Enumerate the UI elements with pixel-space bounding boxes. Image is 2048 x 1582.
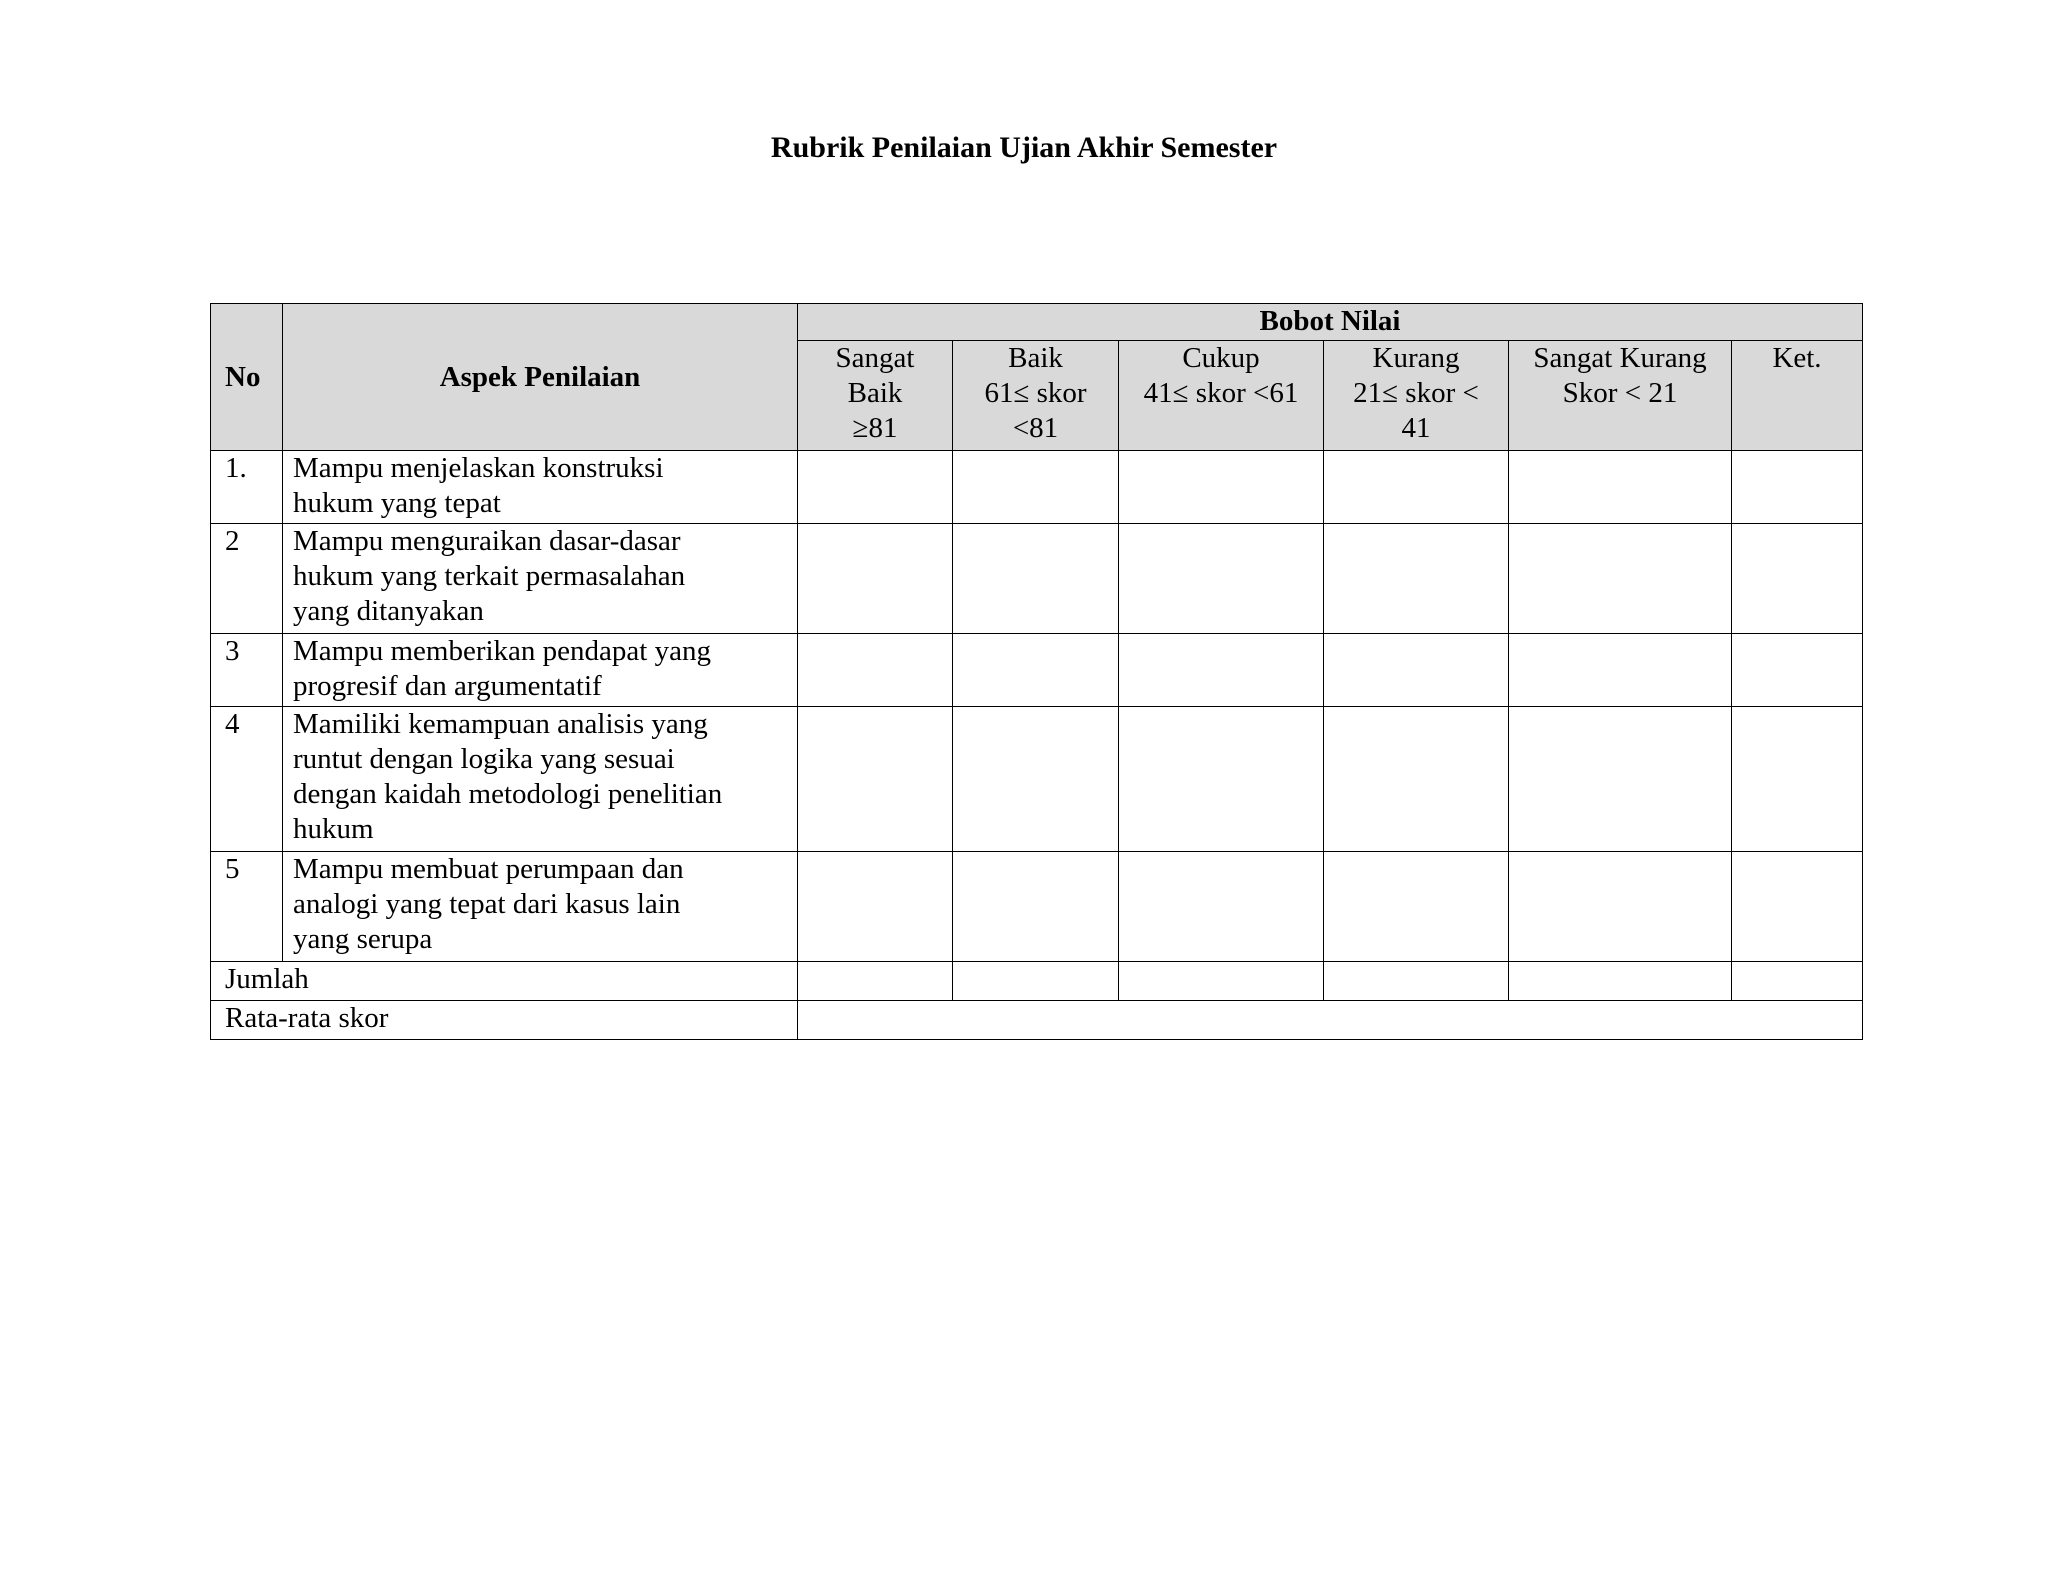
aspect-line: hukum yang tepat bbox=[293, 487, 501, 519]
aspect-line: hukum yang terkait permasalahan bbox=[293, 560, 686, 592]
header-level-line: ≥81 bbox=[852, 412, 898, 444]
table-row bbox=[211, 634, 1863, 707]
aspect-line: yang ditanyakan bbox=[293, 595, 484, 627]
page-title: Rubrik Penilaian Ujian Akhir Semester bbox=[770, 131, 1278, 164]
ket-cell[interactable] bbox=[1732, 707, 1863, 852]
average-label: Rata-rata skor bbox=[211, 1001, 798, 1040]
score-cell[interactable] bbox=[1324, 524, 1509, 634]
score-cell[interactable] bbox=[798, 852, 953, 962]
header-level-kurang bbox=[1324, 341, 1509, 451]
score-cell[interactable] bbox=[1509, 707, 1732, 852]
ket-cell[interactable] bbox=[1732, 524, 1863, 634]
score-cell[interactable] bbox=[798, 524, 953, 634]
row-aspect bbox=[283, 634, 798, 707]
aspect-line: dengan kaidah metodologi penelitian bbox=[293, 778, 723, 810]
header-level-baik bbox=[953, 341, 1119, 451]
aspect-line: Mampu menjelaskan konstruksi bbox=[293, 452, 664, 484]
score-cell[interactable] bbox=[798, 707, 953, 852]
score-cell[interactable] bbox=[953, 634, 1119, 707]
header-level-line: Sangat Kurang bbox=[1533, 342, 1707, 374]
table-row bbox=[211, 451, 1863, 524]
total-row bbox=[211, 962, 1863, 1001]
header-level-sangat-baik bbox=[798, 341, 953, 451]
row-aspect bbox=[283, 524, 798, 634]
header-level-line: Baik bbox=[1008, 342, 1063, 374]
score-cell[interactable] bbox=[1119, 524, 1324, 634]
table-row bbox=[211, 707, 1863, 852]
header-level-line: <81 bbox=[1012, 412, 1059, 444]
total-cell[interactable] bbox=[1324, 962, 1509, 1001]
row-number: 1. bbox=[211, 451, 283, 524]
ket-cell[interactable] bbox=[1732, 852, 1863, 962]
header-level-ket bbox=[1732, 341, 1863, 451]
row-number: 5 bbox=[211, 852, 283, 962]
score-cell[interactable] bbox=[1509, 451, 1732, 524]
row-aspect bbox=[283, 852, 798, 962]
score-cell[interactable] bbox=[1119, 451, 1324, 524]
header-aspect: Aspek Penilaian bbox=[283, 304, 798, 451]
row-aspect bbox=[283, 451, 798, 524]
score-cell[interactable] bbox=[1509, 524, 1732, 634]
score-cell[interactable] bbox=[953, 707, 1119, 852]
rubric-table bbox=[210, 303, 1863, 1040]
score-cell[interactable] bbox=[1324, 634, 1509, 707]
header-level-sangat-kurang bbox=[1509, 341, 1732, 451]
header-level-cukup bbox=[1119, 341, 1324, 451]
score-cell[interactable] bbox=[1324, 451, 1509, 524]
aspect-line: analogi yang tepat dari kasus lain bbox=[293, 888, 681, 920]
aspect-line: progresif dan argumentatif bbox=[293, 670, 602, 702]
aspect-line: Mamiliki kemampuan analisis yang bbox=[293, 708, 708, 740]
score-cell[interactable] bbox=[1509, 852, 1732, 962]
aspect-line: Mampu membuat perumpaan dan bbox=[293, 853, 684, 885]
score-cell[interactable] bbox=[1324, 707, 1509, 852]
row-number: 3 bbox=[211, 634, 283, 707]
total-cell[interactable] bbox=[798, 962, 953, 1001]
aspect-line: Mampu memberikan pendapat yang bbox=[293, 635, 711, 667]
aspect-line: Mampu menguraikan dasar-dasar bbox=[293, 525, 681, 557]
header-group-bobot-nilai: Bobot Nilai bbox=[798, 304, 1863, 341]
header-level-line: 61≤ skor bbox=[984, 377, 1087, 409]
header-level-line: Kurang bbox=[1372, 342, 1460, 374]
aspect-line: yang serupa bbox=[293, 923, 433, 955]
row-number: 2 bbox=[211, 524, 283, 634]
table-row bbox=[211, 852, 1863, 962]
score-cell[interactable] bbox=[1324, 852, 1509, 962]
total-cell[interactable] bbox=[953, 962, 1119, 1001]
average-value-cell[interactable] bbox=[798, 1001, 1863, 1040]
aspect-line: hukum bbox=[293, 813, 374, 845]
row-aspect bbox=[283, 707, 798, 852]
score-cell[interactable] bbox=[1119, 634, 1324, 707]
average-row bbox=[211, 1001, 1863, 1040]
aspect-line: runtut dengan logika yang sesuai bbox=[293, 743, 675, 775]
score-cell[interactable] bbox=[798, 634, 953, 707]
header-level-line: 21≤ skor < bbox=[1353, 377, 1479, 409]
score-cell[interactable] bbox=[798, 451, 953, 524]
header-level-line: Cukup bbox=[1182, 342, 1260, 374]
total-cell[interactable] bbox=[1732, 962, 1863, 1001]
header-level-line: Ket. bbox=[1772, 342, 1822, 374]
table-row bbox=[211, 524, 1863, 634]
header-no: No bbox=[211, 304, 283, 451]
score-cell[interactable] bbox=[1119, 707, 1324, 852]
ket-cell[interactable] bbox=[1732, 451, 1863, 524]
row-number: 4 bbox=[211, 707, 283, 852]
score-cell[interactable] bbox=[1509, 634, 1732, 707]
score-cell[interactable] bbox=[953, 451, 1119, 524]
header-row-group bbox=[211, 304, 1863, 341]
total-label: Jumlah bbox=[211, 962, 798, 1001]
total-cell[interactable] bbox=[1119, 962, 1324, 1001]
score-cell[interactable] bbox=[953, 852, 1119, 962]
header-level-line: Sangat bbox=[835, 342, 915, 374]
ket-cell[interactable] bbox=[1732, 634, 1863, 707]
total-cell[interactable] bbox=[1509, 962, 1732, 1001]
header-level-line: Baik bbox=[847, 377, 903, 409]
score-cell[interactable] bbox=[1119, 852, 1324, 962]
header-level-line: 41≤ skor <61 bbox=[1143, 377, 1299, 409]
header-level-line: 41 bbox=[1401, 412, 1431, 444]
score-cell[interactable] bbox=[953, 524, 1119, 634]
header-level-line: Skor < 21 bbox=[1562, 377, 1678, 409]
